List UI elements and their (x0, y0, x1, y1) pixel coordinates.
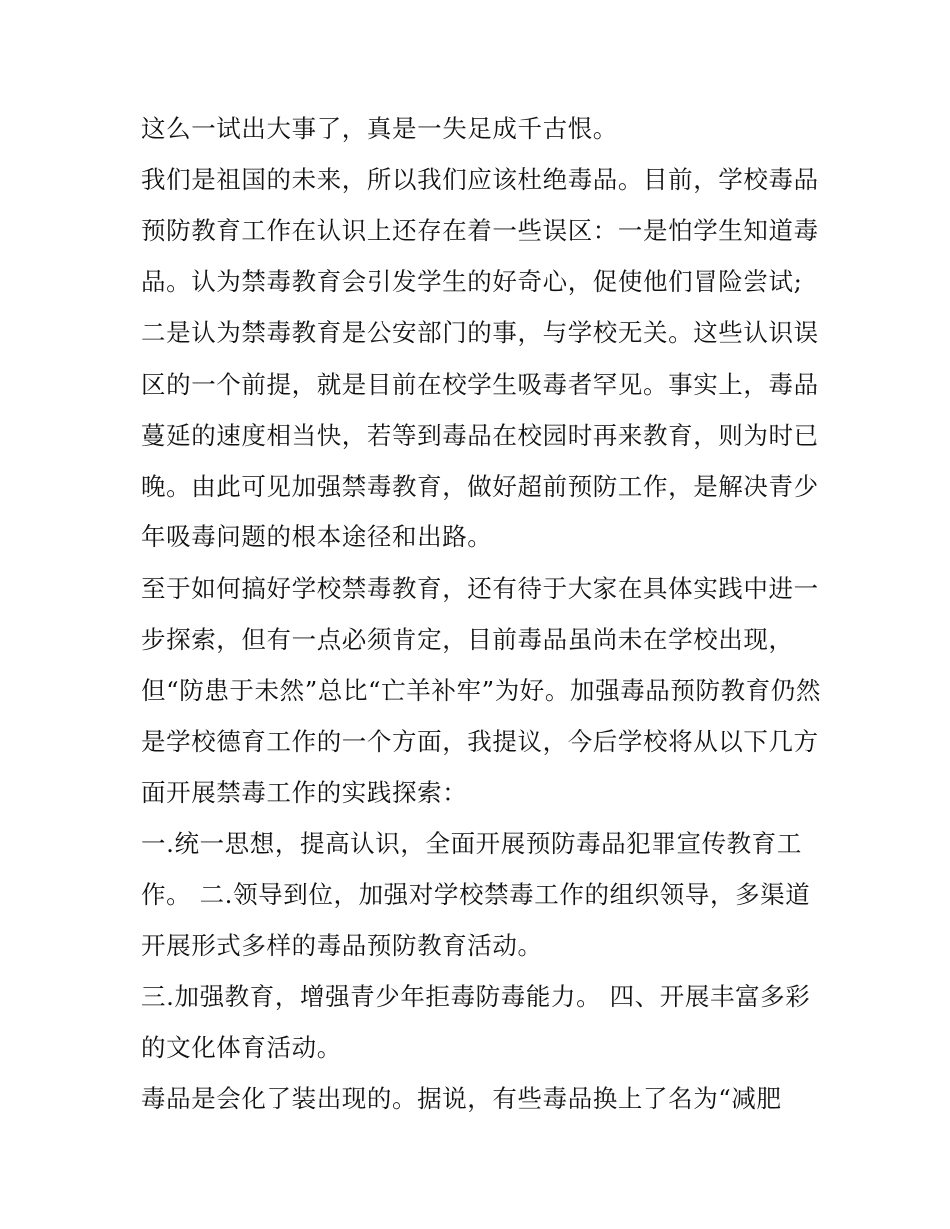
text-line: 品。认为禁毒教育会引发学生的好奇心，促使他们冒险尝试; (141, 267, 803, 296)
text-line: 晚。由此可见加强禁毒教育，做好超前预防工作，是解决青少 (141, 472, 819, 501)
text-line: 步探索，但有一点必须肯定，目前毒品虽尚未在学校出现， (141, 625, 794, 654)
text-line: 作。 二.领导到位，加强对学校禁毒工作的组织领导，多渠道 (141, 880, 811, 909)
text-line: 开展形式多样的毒品预防教育活动。 (141, 931, 543, 960)
text-line: 但“防患于未然”总比“亡羊补牢”为好。加强毒品预防教育仍然 (141, 676, 821, 705)
text-line: 是学校德育工作的一个方面，我提议，今后学校将从以下几方 (141, 727, 819, 756)
text-line: 二是认为禁毒教育是公安部门的事，与学校无关。这些认识误 (141, 318, 819, 347)
text-line: 蔓延的速度相当快，若等到毒品在校园时再来教育，则为时已 (141, 421, 819, 450)
text-line: 面开展禁毒工作的实践探索： (141, 778, 468, 807)
text-line: 毒品是会化了装出现的。据说，有些毒品换上了名为“减肥 (141, 1084, 782, 1113)
text-line: 预防教育工作在认识上还存在着一些误区：一是怕学生知道毒 (141, 216, 819, 245)
text-line: 一.统一思想，提高认识，全面开展预防毒品犯罪宣传教育工 (141, 829, 802, 858)
text-line: 年吸毒问题的根本途径和出路。 (141, 522, 493, 551)
text-line: 的文化体育活动。 (141, 1033, 342, 1062)
text-line: 区的一个前提，就是目前在校学生吸毒者罕见。事实上，毒品 (141, 370, 819, 399)
text-line: 我们是祖国的未来，所以我们应该杜绝毒品。目前，学校毒品 (141, 165, 819, 194)
text-line: 至于如何搞好学校禁毒教育，还有待于大家在具体实践中进一 (141, 574, 819, 603)
text-line: 这么一试出大事了，真是一失足成千古恨。 (141, 114, 618, 143)
text-line: 三.加强教育，增强青少年拒毒防毒能力。 四、开展丰富多彩 (141, 982, 811, 1011)
